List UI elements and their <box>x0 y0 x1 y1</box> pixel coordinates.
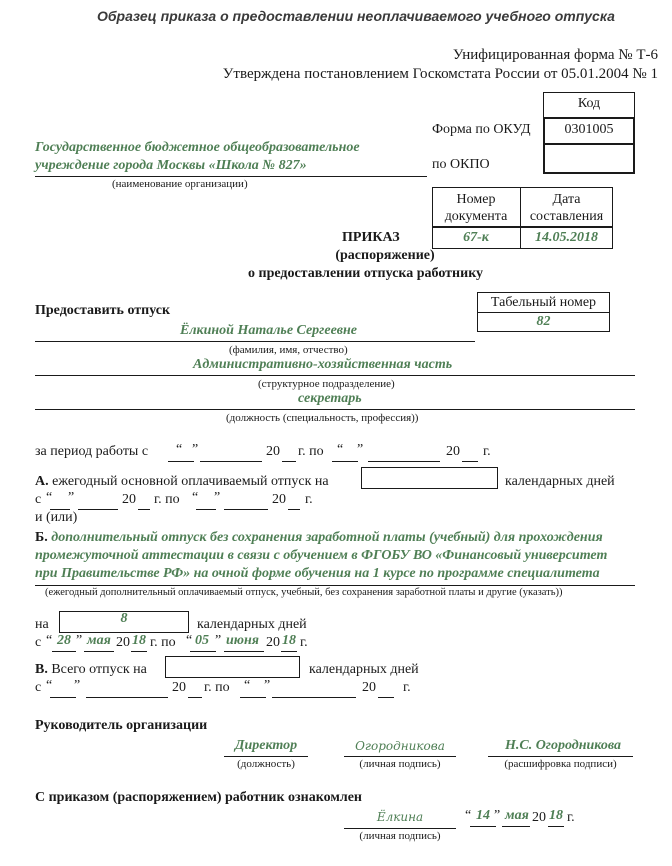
wp-month-from-line[interactable] <box>200 461 262 462</box>
sa-g-po: г. по <box>154 492 180 507</box>
head-position-caption: (должность) <box>237 758 295 770</box>
doc-number-value: 67-к <box>463 230 489 245</box>
sb-year-to-line <box>281 651 297 652</box>
department-caption: (структурное подразделение) <box>258 378 395 390</box>
org-name-line1: Государственное бюджетное общеобразовательное <box>35 140 360 155</box>
ack-day-line <box>470 826 496 827</box>
order-subtitle: (распоряжение) <box>335 248 435 263</box>
section-b-text-1: дополнительный отпуск без сохранения заработной платы (учебный) для прохождения <box>51 530 603 545</box>
sb-quote-close-1: ” <box>76 633 83 648</box>
employee-name-caption: (фамилия, имя, отчество) <box>229 344 348 356</box>
ack-month: мая <box>505 808 529 823</box>
sv-quote-close-2: ” <box>264 678 271 693</box>
sv-month-from-line[interactable] <box>86 697 168 698</box>
ack-g-end: г. <box>567 810 575 825</box>
section-b-text-2: промежуточной аттестации в связи с обучением в ФГОБУ ВО «Финансовый университет <box>35 548 608 563</box>
sv-year-to-line[interactable] <box>378 697 394 698</box>
doc-number-header <box>432 191 520 225</box>
sa-year-from-line[interactable] <box>138 509 150 510</box>
ack-label: С приказом (распоряжением) работник ознакомлен <box>35 790 362 805</box>
section-a-or: и (или) <box>35 510 78 525</box>
tab-number-label: Табельный номер <box>490 295 597 310</box>
sa-quote-close-2: ” <box>214 490 221 505</box>
sb-month-to: июня <box>226 633 259 648</box>
head-decoding: Н.С. Огородникова <box>504 738 622 753</box>
sa-quote-close-1: ” <box>68 490 75 505</box>
section-v-text: Всего отпуск на <box>51 662 147 677</box>
section-v-from: с <box>35 680 42 695</box>
section-a-text: ежегодный основной оплачиваемый отпуск на <box>52 474 329 489</box>
doc-date-header-2: составления <box>529 209 604 224</box>
org-name-caption: (наименование организации) <box>112 178 248 190</box>
sb-year-from: 18 <box>132 633 146 648</box>
section-b-on: на <box>35 617 49 632</box>
okpo-cell <box>543 144 635 174</box>
sv-year-prefix-1: 20 <box>172 680 186 695</box>
section-b-line1 <box>35 530 603 546</box>
section-a-days-input[interactable] <box>361 467 498 489</box>
head-decoding-caption: (расшифровка подписи) <box>504 758 617 770</box>
sb-quote-close-2: ” <box>215 633 222 648</box>
section-a-days-suffix: календарных дней <box>505 474 615 489</box>
grant-leave-label: Предоставить отпуск <box>35 303 171 318</box>
order-purpose: о предоставлении отпуска работнику <box>248 266 484 281</box>
ack-day: 14 <box>476 808 490 823</box>
sa-day-to-line[interactable] <box>196 509 216 510</box>
org-name-underline <box>35 176 427 177</box>
head-position: Директор <box>234 738 298 753</box>
sb-g-po: г. по <box>150 635 176 650</box>
sv-g-po: г. по <box>204 680 230 695</box>
sa-quote-open-1: “ <box>46 490 53 505</box>
ack-year-line <box>548 826 564 827</box>
ack-signature: Ёлкина <box>376 810 424 824</box>
employee-name: Ёлкиной Наталье Сергеевне <box>180 323 358 338</box>
doc-number-header-2: документа <box>444 209 508 224</box>
wp-year-prefix-1: 20 <box>266 444 280 459</box>
section-a-line <box>35 474 329 490</box>
wp-year-to-line[interactable] <box>462 461 478 462</box>
sv-quote-close-1: ” <box>74 678 81 693</box>
sv-year-prefix-2: 20 <box>362 680 376 695</box>
okpo-label: по ОКПО <box>432 157 490 172</box>
sa-month-from-line[interactable] <box>78 509 118 510</box>
section-b-underline <box>35 585 635 586</box>
wp-quote-open-1: “ <box>176 442 183 457</box>
sb-year-from-line <box>131 651 147 652</box>
sv-year-from-line[interactable] <box>188 697 202 698</box>
okud-value: 0301005 <box>564 122 614 137</box>
sb-month-from: мая <box>87 633 111 648</box>
head-position-underline <box>224 756 308 757</box>
ack-year-prefix: 20 <box>532 810 546 825</box>
sb-month-from-line <box>84 651 114 652</box>
section-v-letter: В. <box>35 662 48 677</box>
sa-month-to-line[interactable] <box>224 509 268 510</box>
ack-month-line <box>502 826 530 827</box>
head-label: Руководитель организации <box>35 718 208 733</box>
section-b-days-value: 8 <box>120 611 128 626</box>
sa-year-prefix-2: 20 <box>272 492 286 507</box>
sa-quote-open-2: “ <box>192 490 199 505</box>
section-v-days-suffix: календарных дней <box>309 662 419 677</box>
wp-day-from-line[interactable] <box>168 461 194 462</box>
sa-year-to-line[interactable] <box>288 509 300 510</box>
section-v-line <box>35 662 147 678</box>
department: Административно-хозяйственная часть <box>193 357 453 372</box>
doc-date-header <box>520 191 613 225</box>
order-title: ПРИКАЗ <box>342 230 400 245</box>
position-underline <box>35 409 635 410</box>
sv-day-from-line[interactable] <box>50 697 76 698</box>
doc-date-header-1: Дата <box>552 192 581 207</box>
approval-note: Утверждена постановлением Госкомстата России от 05.01.2004 № 1 <box>222 66 658 82</box>
sb-g-end: г. <box>300 635 308 650</box>
section-v-days-input[interactable] <box>165 656 300 678</box>
ack-signature-underline <box>344 828 456 829</box>
position: секретарь <box>298 391 362 406</box>
ack-quote-open: “ <box>465 808 472 823</box>
ack-quote-close: ” <box>494 808 501 823</box>
document-title: Образец приказа о предоставлении неоплачиваемого учебного отпуска <box>97 8 615 24</box>
wp-year-prefix-2: 20 <box>446 444 460 459</box>
sv-g-end: г. <box>403 680 411 695</box>
sb-quote-open-1: “ <box>46 633 53 648</box>
sb-year-prefix-2: 20 <box>266 635 280 650</box>
wp-month-to-line[interactable] <box>368 461 440 462</box>
sb-year-prefix-1: 20 <box>116 635 130 650</box>
section-a-from: с <box>35 492 42 507</box>
section-b-letter: Б. <box>35 530 48 545</box>
wp-year-from-line[interactable] <box>282 461 296 462</box>
head-signature-underline <box>344 756 456 757</box>
position-caption: (должность (специальность, профессия)) <box>226 412 419 424</box>
sv-day-to-line[interactable] <box>240 697 266 698</box>
doc-table-hdivider <box>432 226 613 228</box>
section-b-days-suffix: календарных дней <box>197 617 307 632</box>
employee-name-underline <box>35 341 475 342</box>
wp-quote-open-2: “ <box>337 442 344 457</box>
ack-signature-caption: (личная подпись) <box>359 830 441 842</box>
sv-quote-open-2: “ <box>244 678 251 693</box>
ack-year: 18 <box>549 808 563 823</box>
sa-g-end: г. <box>305 492 313 507</box>
wp-quote-close-2: ” <box>357 442 364 457</box>
sa-year-prefix-1: 20 <box>122 492 136 507</box>
okud-label: Форма по ОКУД <box>432 122 531 137</box>
section-a-letter: А. <box>35 474 49 489</box>
sb-day-from: 28 <box>57 633 71 648</box>
head-signature-caption: (личная подпись) <box>359 758 441 770</box>
doc-date-value: 14.05.2018 <box>535 230 598 245</box>
section-b-caption: (ежегодный дополнительный оплачиваемый отпуск, учебный, без сохранения заработной платы и другие (указать)) <box>45 587 563 598</box>
wp-g-end: г. <box>483 444 491 459</box>
wp-g-po: г. по <box>298 444 324 459</box>
section-b-from: с <box>35 635 42 650</box>
department-underline <box>35 375 635 376</box>
work-period-label: за период работы с <box>35 444 149 459</box>
sb-day-to: 05 <box>195 633 209 648</box>
form-number: Унифицированная форма № Т-6 <box>452 47 658 63</box>
tab-number-value: 82 <box>536 314 551 329</box>
sv-quote-open-1: “ <box>46 678 53 693</box>
sb-year-to: 18 <box>282 633 296 648</box>
sb-day-from-line <box>52 651 76 652</box>
doc-number-header-1: Номер <box>456 192 496 207</box>
org-name-line2: учреждение города Москвы «Школа № 827» <box>35 158 307 173</box>
tab-number-divider <box>477 312 610 313</box>
sv-month-to-line[interactable] <box>272 697 356 698</box>
code-header-label: Код <box>577 96 601 111</box>
sb-day-to-line <box>190 651 216 652</box>
sb-quote-open-2: “ <box>186 633 193 648</box>
head-decoding-underline <box>488 756 633 757</box>
sb-month-to-line <box>224 651 264 652</box>
wp-quote-close-1: ” <box>192 442 199 457</box>
head-signature: Огородникова <box>355 739 445 753</box>
wp-day-to-line[interactable] <box>332 461 358 462</box>
section-b-text-3: при Правительстве РФ» на очной форме обучения на 1 курсе по программе специалитета <box>35 566 600 581</box>
